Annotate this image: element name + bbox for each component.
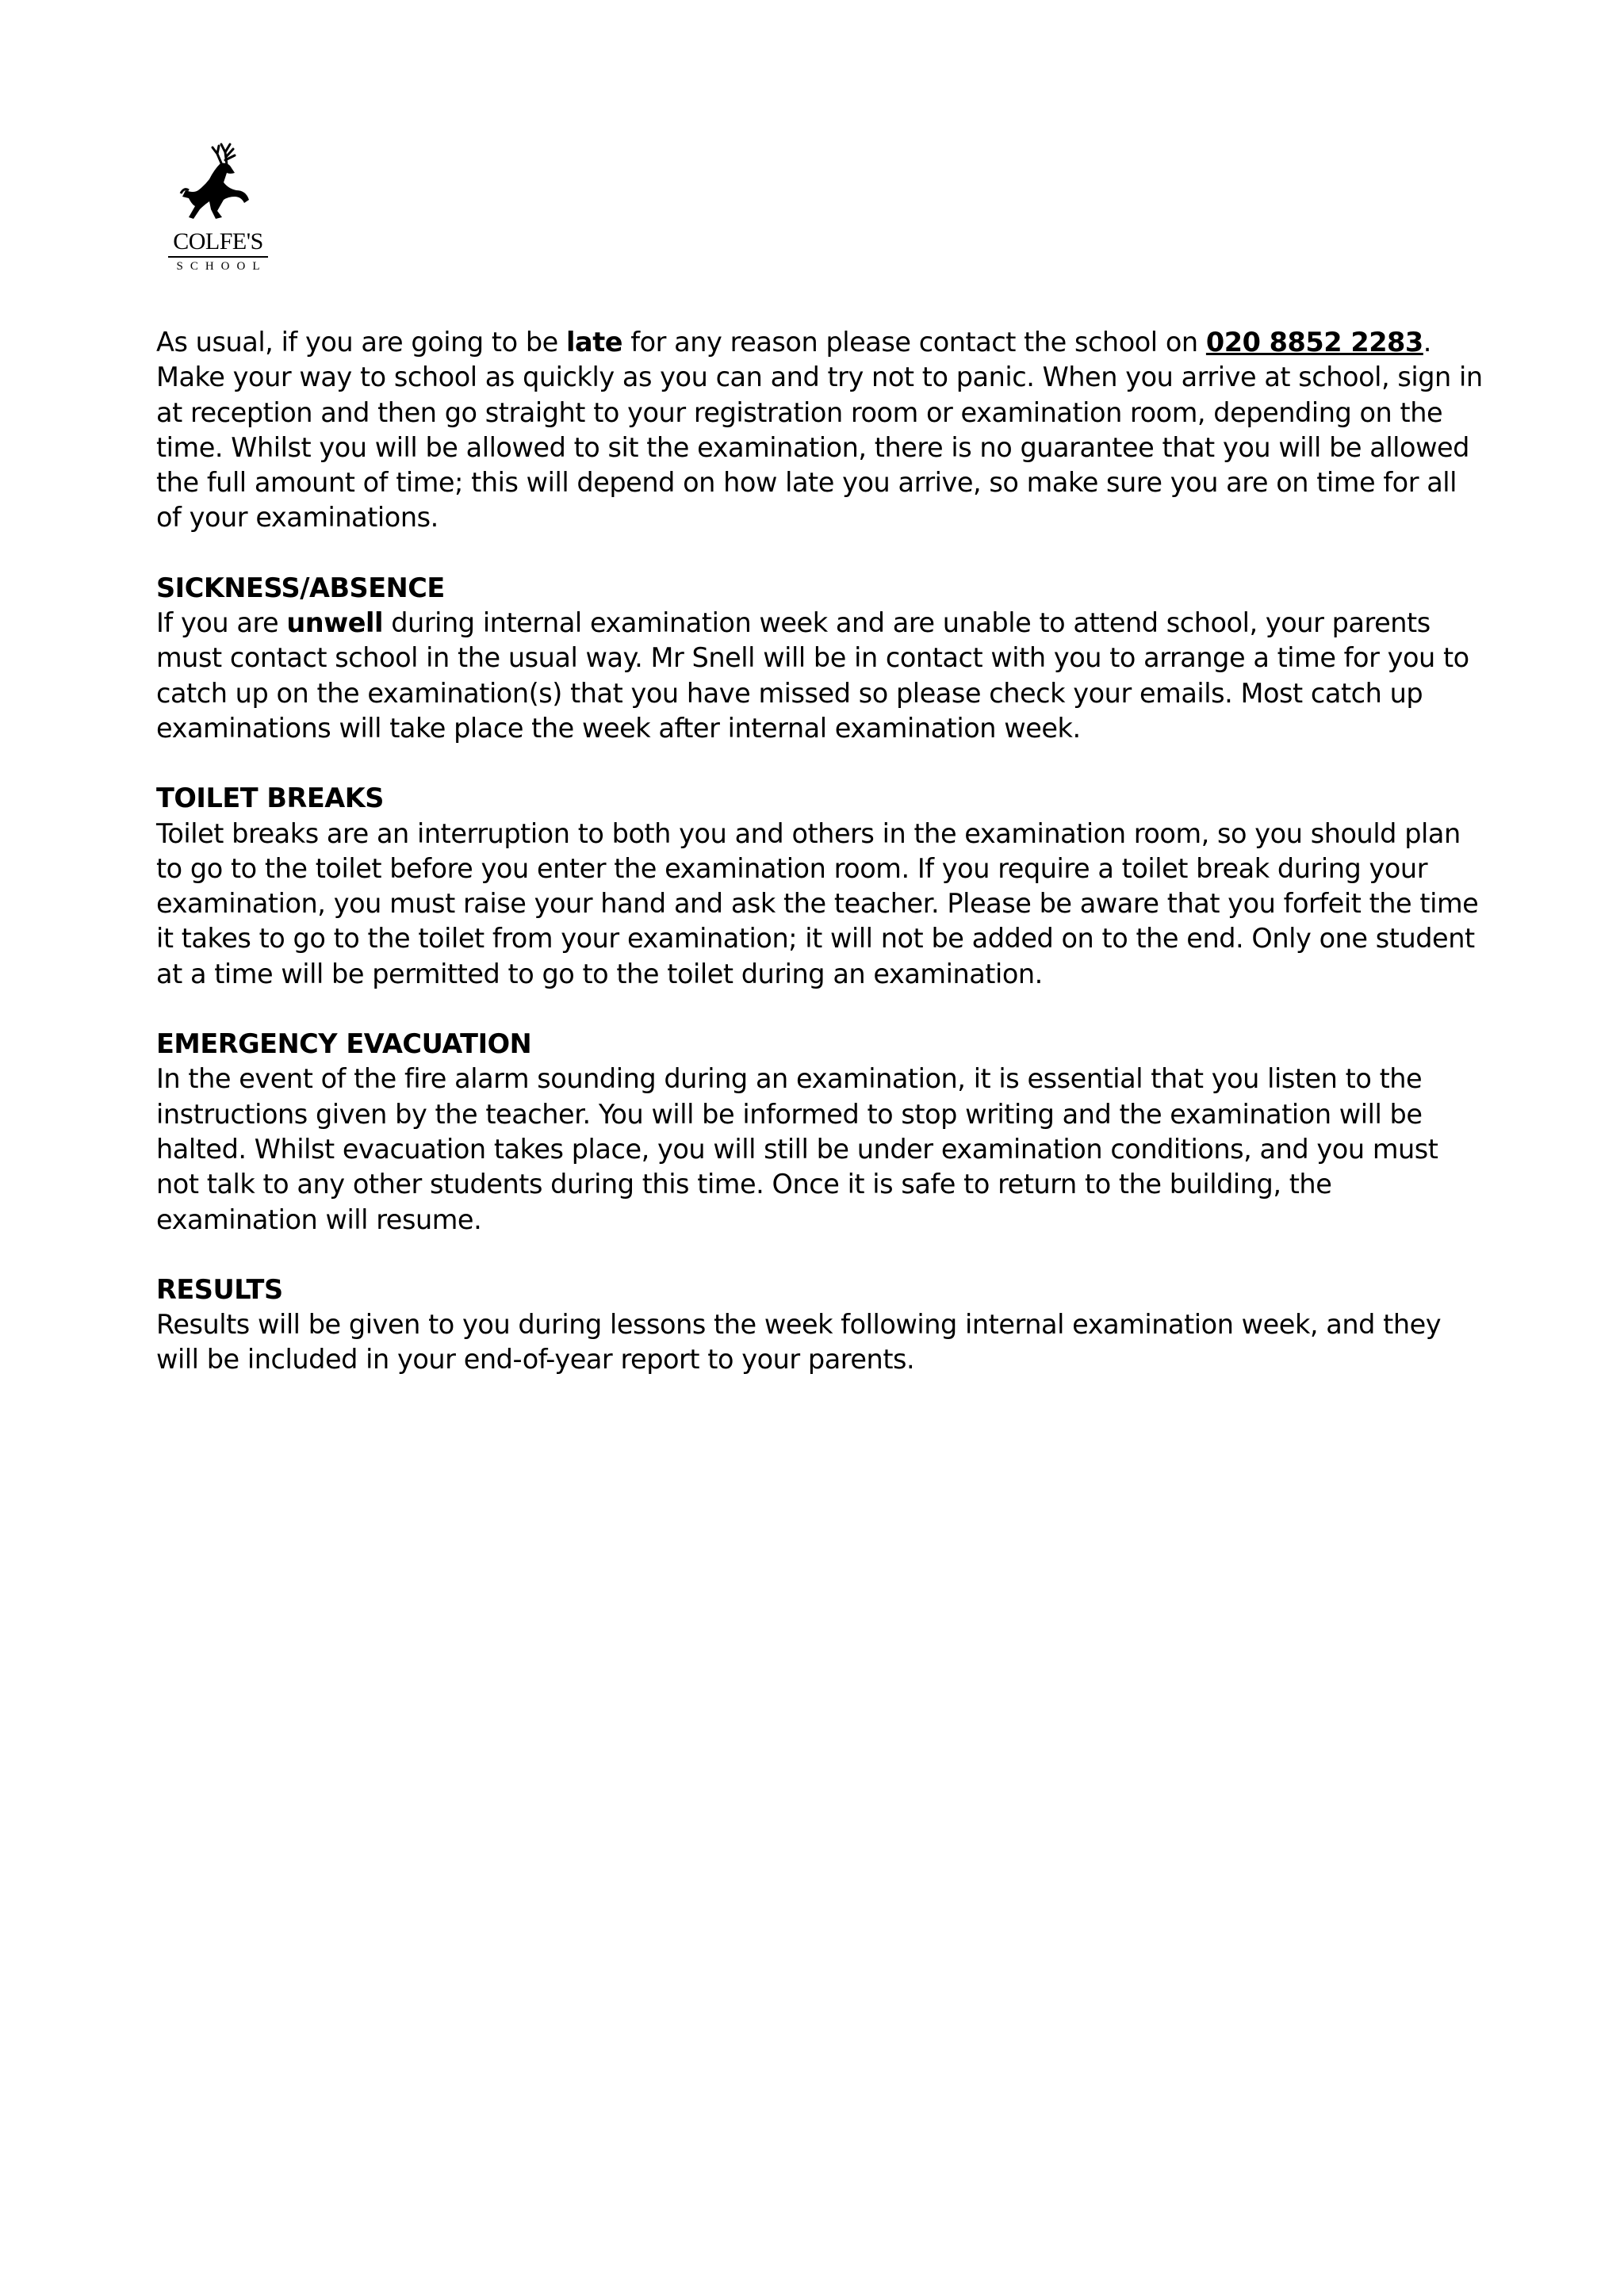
- toilet-section: [156, 781, 1488, 992]
- intro-text: for any reason please contact the school on: [622, 327, 1206, 358]
- logo-subtitle: SCHOOL: [176, 260, 267, 273]
- sickness-paragraph: [156, 606, 1488, 746]
- intro-paragraph: [156, 325, 1488, 536]
- school-logo: [159, 141, 278, 280]
- document-body: [156, 325, 1488, 1378]
- intro-text: . Make your way to school as quickly as you can and try not to panic. When you arrive at school, sign in at reception and then go straight to your registration room or examination room, depending on the time. Whilst you will be allowed to sit the examination, there is no guarantee that you will be allowed the full amount of time; this will depend on how late you arrive, so make sure you are on time for all of your examinations.: [156, 327, 1483, 534]
- emergency-section: [156, 1027, 1488, 1238]
- section-heading: EMERGENCY EVACUATION: [156, 1028, 532, 1060]
- school-phone-number: 020 8852 2283: [1205, 327, 1423, 358]
- logo-wordmark: COLFE'S: [173, 228, 263, 254]
- results-section: [156, 1272, 1488, 1378]
- logo-divider: [168, 256, 268, 258]
- section-heading: RESULTS: [156, 1273, 283, 1305]
- late-emphasis: late: [566, 327, 623, 358]
- sickness-text: during internal examination week and are unable to attend school, your parents must contact school in the usual way. Mr Snell will be in contact with you to arrange a time for you to catch up on the examination(s) that you have missed so please check your emails. Most catch up examinations will take place the week after internal examination week.: [156, 607, 1469, 744]
- section-heading: TOILET BREAKS: [156, 783, 384, 814]
- intro-text: As usual, if you are going to be: [156, 327, 567, 358]
- sickness-text: If you are: [156, 607, 287, 639]
- section-heading: SICKNESS/ABSENCE: [156, 572, 445, 603]
- unwell-emphasis: unwell: [286, 607, 384, 639]
- leaping-stag-icon: [178, 141, 257, 228]
- toilet-paragraph: Toilet breaks are an interruption to both you and others in the examination room, so you should plan to go to the toilet before you enter the examination room. If you require a toilet break during your examination, you must raise your hand and ask the teacher. Please be aware that you forfeit the time it takes to go to the toilet from your examination; it will not be added on to the end. Only one student at a time will be permitted to go to the toilet during an examination.: [156, 817, 1479, 989]
- sickness-section: [156, 571, 1488, 746]
- emergency-paragraph: In the event of the fire alarm sounding during an examination, it is essential that you listen to the instructions given by the teacher. You will be informed to stop writing and the examination will be halted. Whilst evacuation takes place, you will still be under examination conditions, and you must not talk to any other students during this time. Once it is safe to return to the building, the examination will resume.: [156, 1063, 1438, 1235]
- results-paragraph: Results will be given to you during lessons the week following internal examination week, and they will be included in your end-of-year report to your parents.: [156, 1309, 1442, 1376]
